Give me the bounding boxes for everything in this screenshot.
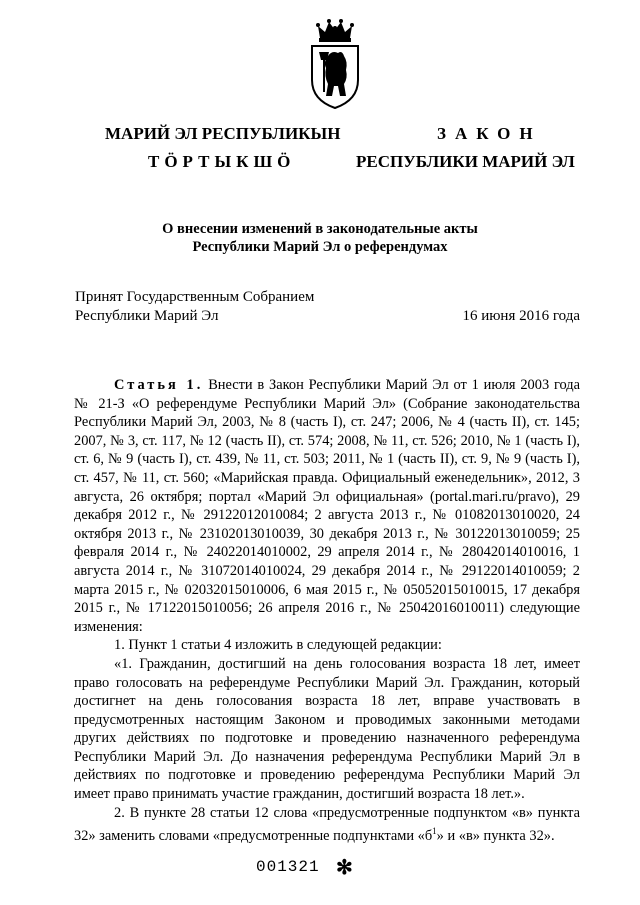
item-2-superscript: 1 <box>432 826 437 837</box>
article-1-intro <box>74 376 580 636</box>
law-title <box>0 220 640 256</box>
article-1 <box>74 376 580 846</box>
adoption-line2: Республики Марий Эл <box>75 308 219 324</box>
article-1-intro-text: Внести в Закон Республики Марий Эл от 1 июля 2003 года № 21-З «О референдуме Республики Марий Эл» (Собрание законодательства Республики Марий Эл, 2003, № 8 (часть I), ст. 247; 2006, № 4 (часть II), ст. 145; 2007, № 3, ст. 117, № 12 (часть II), ст. 574; 2008, № 11, ст. 526; 2010, № 1 (часть I), ст. 6, № 9 (часть I), ст. 439, № 11, ст. 503; 2011, № 1 (часть II), ст. 9, № 9 (часть I), ст. 457, № 11, ст. 560; «Марийская правда. Официальный еженедельник», 2012, 3 августа, 26 октября; портал «Марий Эл официальная» (portal.mari.ru/pravo), 29 декабря 2012 г., № 29122012010084; 2 августа 2013 г., № 01082013010020, 24 октября 2013 г., № 23102013010039, 30 декабря 2013 г., № 30122013010059; 25 февраля 2014 г., № 24022014010002, 29 апреля 2014 г., № 28042014010016, 1 августа 2014 г., № 31072014010024, 29 декабря 2014 г., № 29122014010059; 2 марта 2015 г., № 02032015010006, 6 мая 2015 г., № 05052015010015, 17 декабря 2015 г., № 17122015010056; 26 апреля 2016 г., № 25042016010011) следующие изменения: <box>74 377 580 635</box>
serial-number: 001321 <box>256 858 320 876</box>
article-1-heading: Статья 1. <box>114 377 204 393</box>
adoption-statement <box>75 288 314 326</box>
item-1-quote: «1. Гражданин, достигший на день голосования возраста 18 лет, имеет право голосовать на референдуме Республики Марий Эл. Гражданин, который достигнет на день голосования возраста 18 лет, вправе участвовать в предусмотренных настоящим Законом и проводимых законными методами других действиях по подготовке и проведению назначенного референдума Республики Марий Эл. До назначения референдума Республики Марий Эл в действиях по подготовке и проведению референдума Республики Марий Эл имеет право принимать участие гражданин, достигший возраста 18 лет.». <box>74 655 580 803</box>
adoption-date: 16 июня 2016 года <box>462 308 580 324</box>
item-2 <box>74 804 580 846</box>
coat-of-arms-emblem <box>308 18 362 110</box>
law-title-line1: О внесении изменений в законодательные акты <box>162 221 478 237</box>
item-2-text-b: » и «в» пункта 32». <box>436 828 555 845</box>
header-left-line2: ТӦРТЫКШӦ <box>148 152 296 171</box>
header-left-line1: МАРИЙ ЭЛ РЕСПУБЛИКЫН <box>105 124 341 143</box>
asterisk-mark: ✻ <box>336 857 353 879</box>
adoption-line1: Принят Государственным Собранием <box>75 289 315 305</box>
item-1: 1. Пункт 1 статьи 4 изложить в следующей редакции: <box>114 637 442 654</box>
law-title-line2: Республики Марий Эл о референдумах <box>192 239 448 255</box>
header-right-line1: ЗАКОН <box>437 124 542 143</box>
header-right-line2: РЕСПУБЛИКИ МАРИЙ ЭЛ <box>356 152 575 171</box>
item-2-text-a: 2. В пункте 28 статьи 12 слова «предусмотренные подпунктом «в» пункта 32» заменить словами «предусмотренные подпунктами «б <box>74 804 580 845</box>
